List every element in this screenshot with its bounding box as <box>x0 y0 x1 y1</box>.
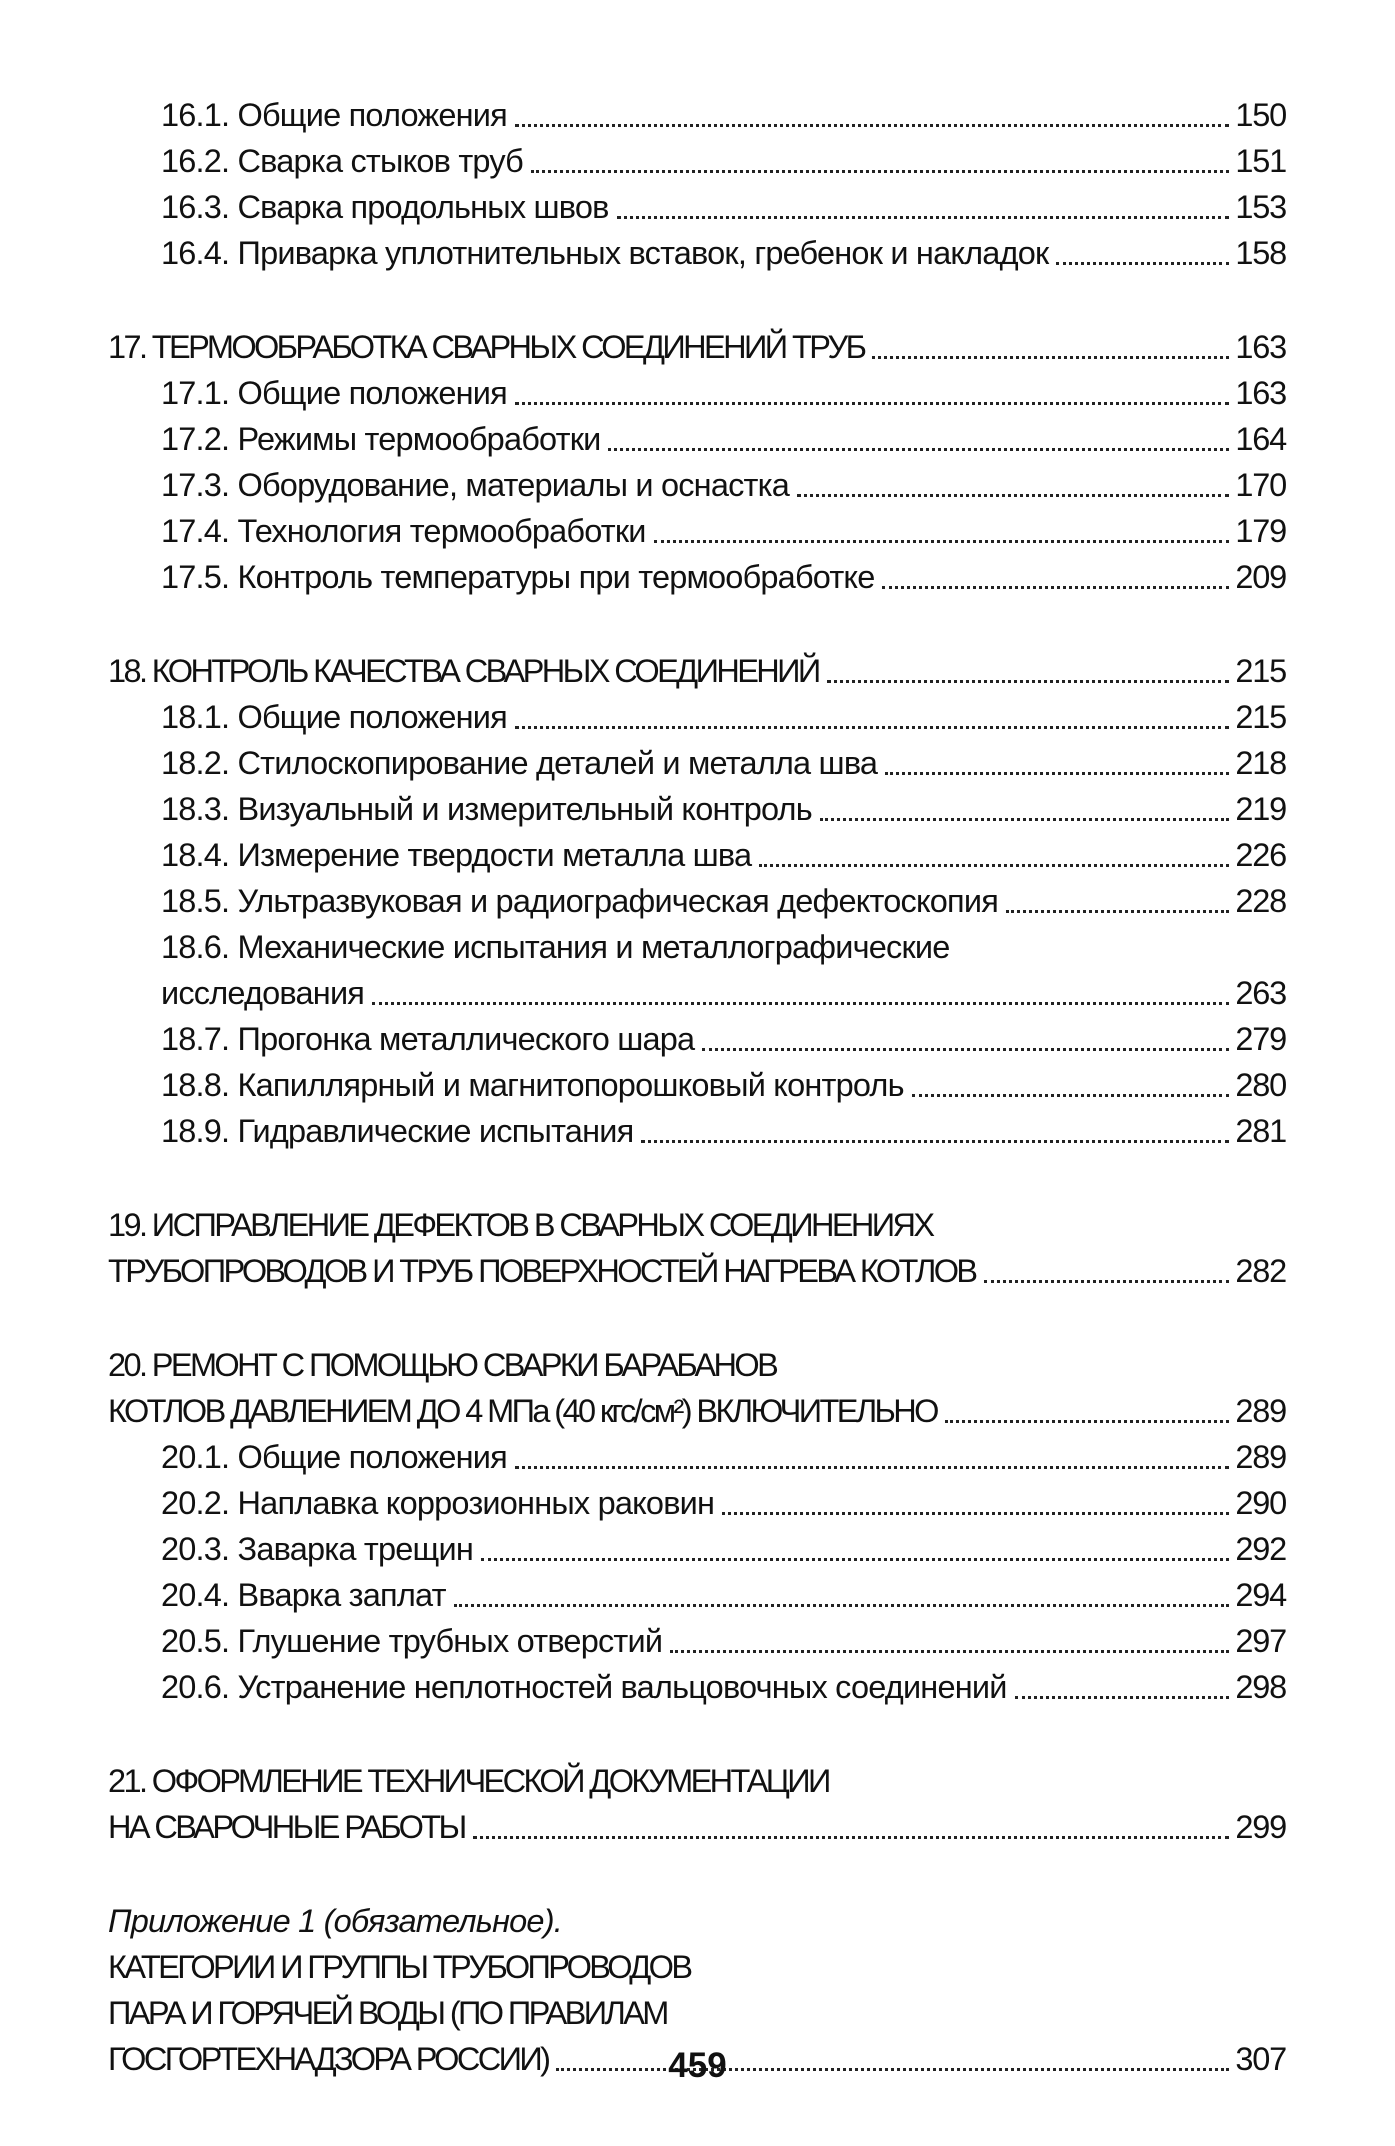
toc-entry-page: 292 <box>1235 1531 1286 1567</box>
toc-entry-17-1 <box>108 370 1286 416</box>
toc-entry-title: 17.1. Общие положения <box>161 375 507 411</box>
toc-entry-page: 158 <box>1235 235 1286 271</box>
dot-leader <box>820 818 1230 821</box>
toc-entry-page: 289 <box>1235 1439 1286 1475</box>
toc-entry-18-9 <box>108 1108 1286 1154</box>
toc-entry-title: 20.1. Общие положения <box>161 1439 507 1475</box>
toc-entry-title: 17.2. Режимы термообработки <box>161 421 601 457</box>
toc-entry-title: 18.7. Прогонка металлического шара <box>161 1021 695 1057</box>
toc-entry-page: 263 <box>1235 975 1286 1011</box>
dot-leader <box>608 448 1229 451</box>
toc-chapter-title: 17. ТЕРМООБРАБОТКА СВАРНЫХ СОЕДИНЕНИЙ ТРУБ <box>108 329 865 365</box>
toc-entry-page: 280 <box>1235 1067 1286 1103</box>
dot-leader <box>759 864 1229 867</box>
toc-chapter-title: 18. КОНТРОЛЬ КАЧЕСТВА СВАРНЫХ СОЕДИНЕНИЙ <box>108 653 819 689</box>
toc-entry-title: 16.2. Сварка стыков труб <box>161 143 523 179</box>
toc-entry-title: 17.4. Технология термообработки <box>161 513 646 549</box>
dot-leader <box>1056 262 1229 265</box>
toc-entry-page: 209 <box>1235 559 1286 595</box>
toc-entry-20-4 <box>108 1572 1286 1618</box>
dot-leader <box>702 1048 1229 1051</box>
table-of-contents <box>108 92 1286 2082</box>
toc-entry-page: 290 <box>1235 1485 1286 1521</box>
toc-entry-page: 163 <box>1235 375 1286 411</box>
dot-leader <box>945 1420 1230 1423</box>
dot-leader <box>912 1094 1230 1097</box>
dot-leader <box>722 1512 1229 1515</box>
dot-leader <box>515 1466 1229 1469</box>
toc-entry-page: 179 <box>1235 513 1286 549</box>
toc-entry-page: 228 <box>1235 883 1286 919</box>
toc-entry-18-6-line-1 <box>108 924 1286 970</box>
toc-entry-18-5 <box>108 878 1286 924</box>
dot-leader <box>1015 1696 1230 1699</box>
toc-chapter-18 <box>108 648 1286 694</box>
toc-entry-18-7 <box>108 1016 1286 1062</box>
toc-entry-page: 281 <box>1235 1113 1286 1149</box>
toc-entry-16-2 <box>108 138 1286 184</box>
dot-leader <box>372 1002 1229 1005</box>
toc-entry-18-6-line-2 <box>108 970 1286 1016</box>
toc-chapter-title-continued: ТРУБОПРОВОДОВ И ТРУБ ПОВЕРХНОСТЕЙ НАГРЕВА КОТЛОВ <box>108 1253 976 1289</box>
toc-entry-page: 279 <box>1235 1021 1286 1057</box>
dot-leader <box>481 1558 1229 1561</box>
toc-entry-title: 18.1. Общие положения <box>161 699 507 735</box>
toc-entry-18-2 <box>108 740 1286 786</box>
appendix-title-continued: ГОСГОРТЕХНАДЗОРА РОССИИ) <box>108 2041 549 2077</box>
toc-entry-page: 294 <box>1235 1577 1286 1613</box>
dot-leader <box>872 356 1229 359</box>
dot-leader <box>531 170 1229 173</box>
dot-leader <box>654 540 1230 543</box>
dot-leader <box>1006 910 1229 913</box>
toc-entry-18-8 <box>108 1062 1286 1108</box>
dot-leader <box>473 1836 1230 1839</box>
toc-entry-20-1 <box>108 1434 1286 1480</box>
toc-entry-page: 164 <box>1235 421 1286 457</box>
toc-chapter-title-continued: НА СВАРОЧНЫЕ РАБОТЫ <box>108 1809 465 1845</box>
dot-leader <box>885 772 1229 775</box>
toc-entry-page: 282 <box>1235 1253 1286 1289</box>
toc-entry-page: 219 <box>1235 791 1286 827</box>
dot-leader <box>617 216 1230 219</box>
toc-entry-title: 20.4. Вварка заплат <box>161 1577 446 1613</box>
toc-entry-title: 17.3. Оборудование, материалы и оснастка <box>161 467 790 503</box>
toc-chapter-21-line-2 <box>108 1804 1286 1850</box>
toc-appendix-title-line-2 <box>108 1990 1286 2036</box>
toc-entry-title: 18.9. Гидравлические испытания <box>161 1113 634 1149</box>
toc-chapter-20-line-1 <box>108 1342 1286 1388</box>
toc-entry-page: 153 <box>1235 189 1286 225</box>
toc-entry-18-3 <box>108 786 1286 832</box>
toc-entry-page: 297 <box>1235 1623 1286 1659</box>
toc-entry-page: 151 <box>1235 143 1286 179</box>
toc-chapter-title: 21. ОФОРМЛЕНИЕ ТЕХНИЧЕСКОЙ ДОКУМЕНТАЦИИ <box>108 1763 829 1799</box>
toc-entry-17-2 <box>108 416 1286 462</box>
dot-leader <box>797 494 1229 497</box>
toc-entry-page: 299 <box>1235 1809 1286 1845</box>
toc-entry-17-4 <box>108 508 1286 554</box>
toc-section-21 <box>108 1758 1286 1850</box>
toc-entry-page: 150 <box>1235 97 1286 133</box>
toc-entry-title: 16.4. Приварка уплотнительных вставок, гребенок и накладок <box>161 235 1049 271</box>
toc-entry-16-3 <box>108 184 1286 230</box>
toc-chapter-title: 20. РЕМОНТ С ПОМОЩЬЮ СВАРКИ БАРАБАНОВ <box>108 1347 777 1383</box>
toc-section-17 <box>108 324 1286 600</box>
dot-leader <box>454 1604 1230 1607</box>
toc-entry-20-2 <box>108 1480 1286 1526</box>
toc-section-20 <box>108 1342 1286 1710</box>
toc-appendix-label <box>108 1898 1286 1944</box>
toc-chapter-17 <box>108 324 1286 370</box>
toc-section-16 <box>108 92 1286 276</box>
dot-leader <box>827 680 1230 683</box>
toc-entry-title: 18.3. Визуальный и измерительный контроль <box>161 791 812 827</box>
toc-entry-title: 16.1. Общие положения <box>161 97 507 133</box>
dot-leader <box>515 124 1229 127</box>
toc-entry-page: 298 <box>1235 1669 1286 1705</box>
dot-leader <box>641 1140 1229 1143</box>
toc-entry-18-1 <box>108 694 1286 740</box>
toc-entry-page: 170 <box>1235 467 1286 503</box>
toc-entry-title: 20.6. Устранение неплотностей вальцовочных соединений <box>161 1669 1007 1705</box>
toc-entry-title: 20.3. Заварка трещин <box>161 1531 473 1567</box>
toc-entry-title: 18.2. Стилоскопирование деталей и металла шва <box>161 745 878 781</box>
toc-chapter-19-line-1 <box>108 1202 1286 1248</box>
toc-entry-title: 18.8. Капиллярный и магнитопорошковый контроль <box>161 1067 904 1103</box>
toc-entry-page: 218 <box>1235 745 1286 781</box>
toc-entry-20-3 <box>108 1526 1286 1572</box>
toc-entry-title: 18.5. Ультразвуковая и радиографическая дефектоскопия <box>161 883 998 919</box>
toc-entry-title: 18.4. Измерение твердости металла шва <box>161 837 752 873</box>
toc-entry-16-4 <box>108 230 1286 276</box>
appendix-title: КАТЕГОРИИ И ГРУППЫ ТРУБОПРОВОДОВ <box>108 1949 691 1985</box>
toc-section-18 <box>108 648 1286 1154</box>
toc-chapter-title-continued: КОТЛОВ ДАВЛЕНИЕМ ДО 4 МПа (40 кгс/см²) ВКЛЮЧИТЕЛЬНО <box>108 1393 937 1429</box>
toc-entry-title: 17.5. Контроль температуры при термообработке <box>161 559 875 595</box>
toc-chapter-title: 19. ИСПРАВЛЕНИЕ ДЕФЕКТОВ В СВАРНЫХ СОЕДИНЕНИЯХ <box>108 1207 933 1243</box>
toc-entry-20-5 <box>108 1618 1286 1664</box>
dot-leader <box>515 726 1229 729</box>
dot-leader <box>984 1280 1230 1283</box>
toc-entry-page: 215 <box>1235 699 1286 735</box>
toc-entry-18-4 <box>108 832 1286 878</box>
dot-leader <box>670 1650 1229 1653</box>
page-number: 459 <box>668 2046 727 2085</box>
toc-entry-20-6 <box>108 1664 1286 1710</box>
toc-chapter-19-line-2 <box>108 1248 1286 1294</box>
toc-entry-17-3 <box>108 462 1286 508</box>
toc-chapter-21-line-1 <box>108 1758 1286 1804</box>
toc-entry-title: 18.6. Механические испытания и металлографические <box>161 929 950 965</box>
toc-entry-16-1 <box>108 92 1286 138</box>
toc-entry-title-continued: исследования <box>161 975 365 1011</box>
toc-entry-page: 289 <box>1235 1393 1286 1429</box>
toc-entry-page: 163 <box>1235 329 1286 365</box>
dot-leader <box>882 586 1229 589</box>
appendix-title-continued: ПАРА И ГОРЯЧЕЙ ВОДЫ (ПО ПРАВИЛАМ <box>108 1995 667 2031</box>
toc-entry-title: 20.2. Наплавка коррозионных раковин <box>161 1485 715 1521</box>
toc-entry-17-5 <box>108 554 1286 600</box>
toc-section-19 <box>108 1202 1286 1294</box>
toc-chapter-20-line-2 <box>108 1388 1286 1434</box>
toc-entry-page: 215 <box>1235 653 1286 689</box>
toc-entry-page: 307 <box>1235 2041 1286 2077</box>
appendix-label: Приложение 1 (обязательное). <box>108 1903 562 1939</box>
toc-entry-page: 226 <box>1235 837 1286 873</box>
dot-leader <box>515 402 1229 405</box>
toc-entry-title: 16.3. Сварка продольных швов <box>161 189 609 225</box>
toc-entry-title: 20.5. Глушение трубных отверстий <box>161 1623 663 1659</box>
toc-appendix-title-line-1 <box>108 1944 1286 1990</box>
